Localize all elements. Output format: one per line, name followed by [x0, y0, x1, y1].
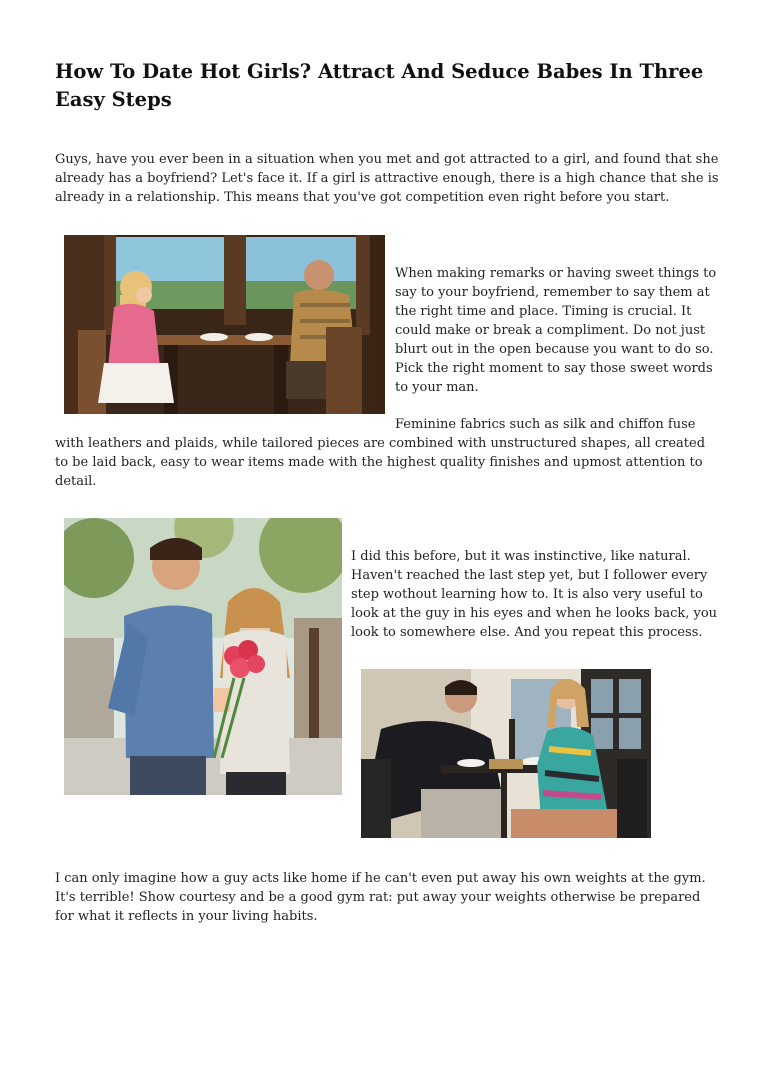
flowers-couple-photo [64, 518, 342, 795]
intro-paragraph: Guys, have you ever been in a situation when you met and got attracted to a girl, and found that she already has a boyfriend? Let's face it. If a girl is attractive enough, there is a high chance that she is already in a relationship. This means that you've got competition even right before you start. [55, 152, 719, 205]
cafe-couple-photo [361, 669, 651, 838]
article-title: How To Date Hot Girls? Attract And Seduce Babes In Three Easy Steps [55, 60, 704, 111]
gym-paragraph: I can only imagine how a guy acts like home if he can't even put away his own weights at the gym. It's terrible! Show courtesy and be a good gym rat: put away your weights otherwise be prepared for what it reflects in your living habits. [55, 871, 706, 924]
fabrics-paragraph-start: Feminine fabrics such as silk and chiffon fuse [395, 417, 696, 432]
restaurant-couple-photo [64, 235, 385, 414]
fabrics-paragraph-rest: with leathers and plaids, while tailored pieces are combined with unstructured shapes, all created to be laid back, easy to wear items made with the highest quality finishes and upmost attention to detail. [55, 436, 706, 489]
instinct-paragraph: I did this before, but it was instinctive, like natural. Haven't reached the last step yet, but I follower every step wothout learning how to. It is also very useful to look at the guy in his eyes and when he looks back, you look to somewhere else. And you repeat this process. [351, 549, 718, 640]
remarks-paragraph: When making remarks or having sweet things to say to your boyfriend, remember to say them at the right time and place. Timing is crucial. It could make or break a compliment. Do not just blurt out in the open because you want to do so. Pick the right moment to say those sweet words to your man. [395, 266, 717, 395]
